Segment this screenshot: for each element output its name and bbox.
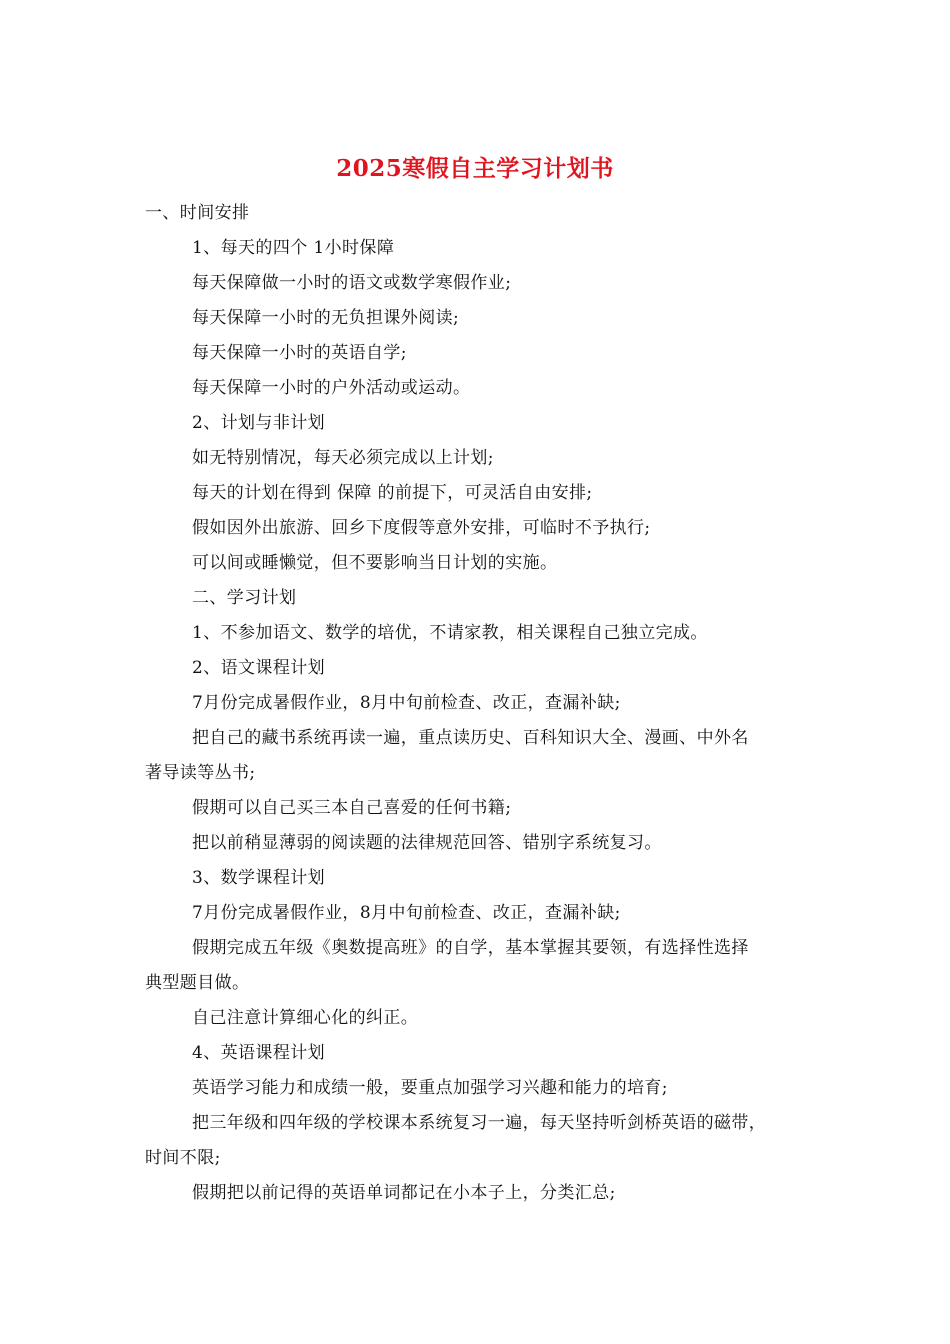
- paragraph-line: 每天保障做一小时的语文或数学寒假作业;: [192, 273, 512, 293]
- paragraph-line: 7月份完成暑假作业，8月中旬前检查、改正，查漏补缺;: [192, 903, 621, 923]
- paragraph-line: 每天保障一小时的无负担课外阅读;: [192, 308, 460, 328]
- paragraph-line: 假如因外出旅游、回乡下度假等意外安排，可临时不予执行;: [192, 518, 651, 538]
- paragraph-line: 每天保障一小时的户外活动或运动。: [192, 378, 471, 398]
- document-body: [145, 196, 807, 1211]
- paragraph-line: 1、不参加语文、数学的培优，不请家教，相关课程自己独立完成。: [192, 623, 708, 643]
- paragraph-line: 把自己的藏书系统再读一遍，重点读历史、百科知识大全、漫画、中外名: [192, 728, 749, 748]
- paragraph-line: 假期可以自己买三本自己喜爱的任何书籍;: [192, 798, 512, 818]
- paragraph-line: 可以间或睡懒觉，但不要影响当日计划的实施。: [192, 553, 558, 573]
- paragraph-line: 把以前稍显薄弱的阅读题的法律规范回答、错别字系统复习。: [192, 833, 662, 853]
- paragraph-line: 把三年级和四年级的学校课本系统复习一遍，每天坚持听剑桥英语的磁带，: [192, 1113, 767, 1133]
- paragraph-line: 7月份完成暑假作业，8月中旬前检查、改正，查漏补缺;: [192, 693, 621, 713]
- paragraph-continuation: 典型题目做。: [145, 973, 250, 993]
- subheading-chinese: 2、语文课程计划: [192, 658, 326, 678]
- subheading-daily-hours: 1、每天的四个 1小时保障: [192, 238, 395, 258]
- paragraph-line: 假期完成五年级《奥数提高班》的自学，基本掌握其要领，有选择性选择: [192, 938, 749, 958]
- paragraph-line: 如无特别情况，每天必须完成以上计划;: [192, 448, 494, 468]
- subheading-english: 4、英语课程计划: [192, 1043, 326, 1063]
- paragraph-line: 英语学习能力和成绩一般，要重点加强学习兴趣和能力的培育;: [192, 1078, 668, 1098]
- paragraph-line: 假期把以前记得的英语单词都记在小本子上，分类汇总;: [192, 1183, 616, 1203]
- document-title: 2025寒假自主学习计划书: [336, 155, 614, 182]
- paragraph-line: 每天的计划在得到 保障 的前提下，可灵活自由安排;: [192, 483, 593, 503]
- section-heading-time: 一、时间安排: [145, 203, 250, 223]
- paragraph-line: 自己注意计算细心化的纠正。: [192, 1008, 419, 1028]
- paragraph-continuation: 时间不限;: [145, 1148, 221, 1168]
- paragraph-continuation: 著导读等丛书;: [145, 763, 256, 783]
- section-heading-study: 二、学习计划: [192, 588, 297, 608]
- subheading-math: 3、数学课程计划: [192, 868, 326, 888]
- paragraph-line: 每天保障一小时的英语自学;: [192, 343, 407, 363]
- subheading-plan: 2、计划与非计划: [192, 413, 326, 433]
